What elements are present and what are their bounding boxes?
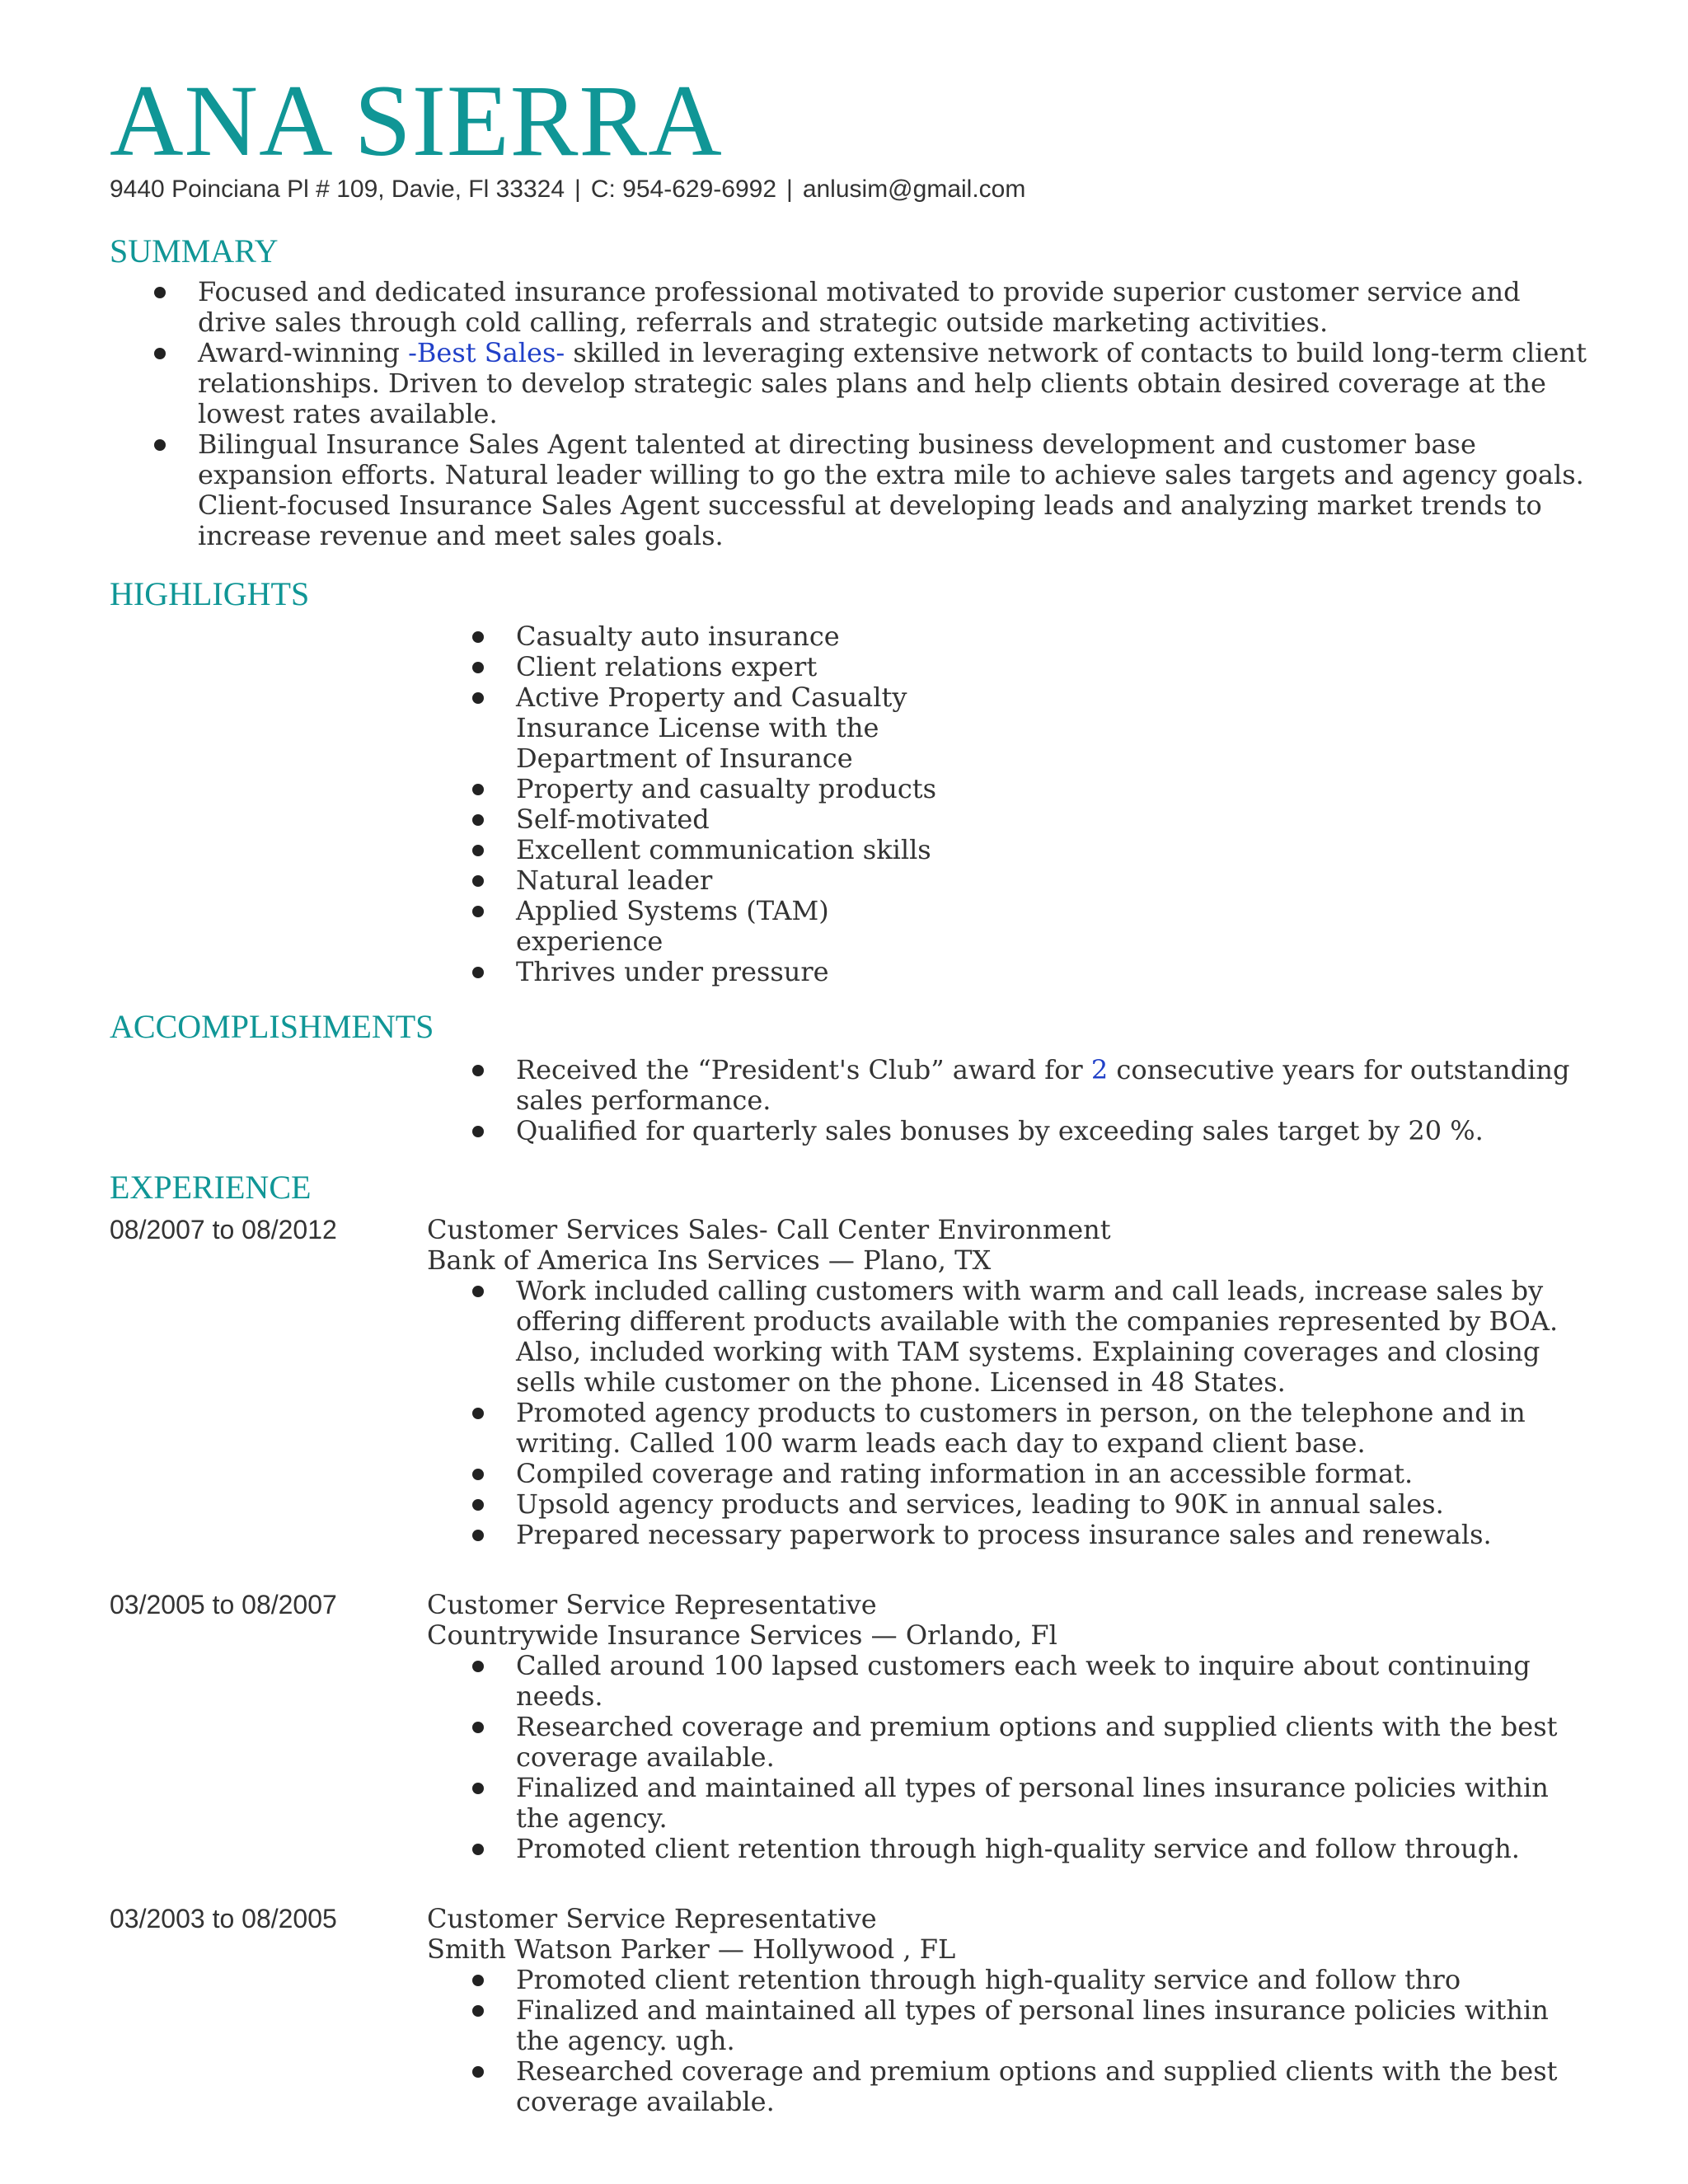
section-title-highlights: HIGHLIGHTS — [110, 575, 310, 612]
list-item — [516, 1834, 1587, 1864]
summary-list — [198, 277, 1591, 551]
list-item — [516, 896, 978, 957]
list-item — [516, 1398, 1587, 1459]
bullet-icon — [472, 906, 484, 917]
bullet-icon — [472, 1975, 484, 1986]
list-item — [516, 804, 978, 835]
list-item — [516, 621, 978, 652]
job-bullet-text: Upsold agency products and services, leading to 90K in annual sales. — [516, 1488, 1444, 1520]
bullet-icon — [472, 631, 484, 643]
list-item — [516, 865, 978, 896]
job-company: Smith Watson Parker — Hollywood , FL — [427, 1933, 956, 1965]
bullet-icon — [472, 1783, 484, 1794]
summary-text: Award-winning — [198, 337, 409, 368]
list-item — [516, 682, 978, 774]
job-title: Customer Service Representative — [427, 1589, 877, 1620]
job-bullets — [516, 1276, 1587, 1550]
accomplishment-text: Qualified for quarterly sales bonuses by exceeding sales target by 20 %. — [516, 1115, 1484, 1146]
job-bullets — [516, 1965, 1587, 2117]
list-item — [516, 1116, 1587, 1146]
job-bullet-text: Prepared necessary paperwork to process insurance sales and renewals. — [516, 1519, 1492, 1550]
job-title: Customer Services Sales- Call Center Environment — [427, 1214, 1111, 1245]
phone: C: 954-629-6992 — [590, 176, 777, 203]
highlights-list — [516, 621, 978, 987]
section-title-experience: EXPERIENCE — [110, 1169, 312, 1206]
job-dates: 08/2007 to 08/2012 — [110, 1215, 337, 1244]
bullet-icon — [154, 348, 166, 359]
job-bullet-text: Promoted agency products to customers in person, on the telephone and in writing. Called 100 warm leads each day to expand client base. — [516, 1397, 1526, 1459]
highlight-text: Applied Systems (TAM) experience — [516, 895, 829, 957]
list-item — [516, 835, 978, 865]
bullet-icon — [472, 1286, 484, 1297]
accomplishment-text: consecutive years for outstanding sales performance. — [516, 1054, 1570, 1116]
list-item — [516, 1712, 1587, 1773]
job-dates: 03/2003 to 08/2005 — [110, 1904, 337, 1933]
job-bullet-text: Promoted client retention through high-quality service and follow through. — [516, 1833, 1520, 1864]
job-bullets — [516, 1651, 1587, 1864]
job-bullet-text: Promoted client retention through high-quality service and follow thro — [516, 1964, 1461, 1995]
highlight-text: Natural leader — [516, 865, 713, 896]
bullet-icon — [472, 967, 484, 978]
list-item — [516, 1520, 1587, 1550]
accomplishments-list — [516, 1055, 1587, 1146]
highlight-text: Casualty auto insurance — [516, 621, 840, 652]
summary-text: Focused and dedicated insurance professional motivated to provide superior customer service and drive sales through cold calling, referrals and strategic outside marketing activities. — [198, 276, 1521, 338]
job-bullet-text: Finalized and maintained all types of personal lines insurance policies within the agency. ugh. — [516, 1994, 1549, 2056]
list-item — [516, 1965, 1587, 1995]
accomplishment-highlight: 2 — [1090, 1054, 1109, 1085]
highlight-text: Active Property and Casualty Insurance License with the Department of Insurance — [516, 682, 907, 774]
job-company: Countrywide Insurance Services — Orlando, Fl — [427, 1619, 1057, 1651]
bullet-icon — [472, 1530, 484, 1541]
highlight-text: Property and casualty products — [516, 773, 937, 804]
list-item — [198, 429, 1591, 551]
job-title: Customer Service Representative — [427, 1903, 877, 1934]
bullet-icon — [472, 692, 484, 704]
job-bullet-text: Compiled coverage and rating information in an accessible format. — [516, 1458, 1414, 1489]
bullet-icon — [472, 1661, 484, 1672]
bullet-icon — [154, 439, 166, 451]
job-bullet-text: Researched coverage and premium options and supplied clients with the best coverage available. — [516, 2055, 1558, 2117]
bullet-icon — [472, 1065, 484, 1076]
list-item — [516, 1995, 1587, 2056]
bullet-icon — [472, 1469, 484, 1480]
bullet-icon — [472, 845, 484, 856]
section-title-summary: SUMMARY — [110, 232, 279, 269]
job-bullet-text: Researched coverage and premium options and supplied clients with the best coverage available. — [516, 1711, 1558, 1773]
highlight-text: Thrives under pressure — [516, 956, 829, 987]
summary-text: Bilingual Insurance Sales Agent talented at directing business development and customer base expansion efforts. Natural leader willing to go the extra mile to achieve sales targets and agency goals. Client-focused Insurance Sales Agent successful at developing leads and analyzing market trends to increase revenue and meet sales goals. — [198, 429, 1584, 551]
list-item — [516, 652, 978, 682]
bullet-icon — [154, 287, 166, 298]
address: 9440 Poinciana Pl # 109, Davie, Fl 33324 — [110, 176, 565, 203]
separator: | — [574, 176, 581, 203]
job-dates: 03/2005 to 08/2007 — [110, 1590, 337, 1619]
bullet-icon — [472, 1499, 484, 1511]
list-item — [516, 1459, 1587, 1489]
summary-text: skilled in leveraging extensive network of contacts to build long-term client relationships. Driven to develop strategic sales plans and help clients obtain desired coverage at the lowest rates available. — [198, 337, 1587, 429]
list-item — [516, 1276, 1587, 1398]
list-item — [516, 1055, 1587, 1116]
highlight-text: Excellent communication skills — [516, 834, 931, 865]
list-item — [516, 2056, 1587, 2117]
list-item — [516, 1651, 1587, 1712]
separator: | — [786, 176, 793, 203]
job-company: Bank of America Ins Services — Plano, TX — [427, 1244, 992, 1276]
list-item — [516, 1489, 1587, 1520]
bullet-icon — [472, 1722, 484, 1733]
job-bullet-text: Finalized and maintained all types of personal lines insurance policies within the agency. — [516, 1772, 1549, 1834]
list-item — [198, 338, 1591, 429]
bullet-icon — [472, 1408, 484, 1419]
bullet-icon — [472, 662, 484, 673]
bullet-icon — [472, 2066, 484, 2078]
email: anlusim@gmail.com — [802, 176, 1026, 203]
list-item — [516, 1773, 1587, 1834]
accomplishment-text: Received the “President's Club” award for — [516, 1054, 1091, 1085]
bullet-icon — [472, 2005, 484, 2017]
bullet-icon — [472, 1844, 484, 1855]
candidate-name: ANA SIERRA — [110, 64, 723, 177]
list-item — [516, 957, 978, 987]
list-item — [198, 277, 1591, 338]
list-item — [516, 774, 978, 804]
bullet-icon — [472, 1126, 484, 1137]
contact-line — [110, 173, 1025, 206]
bullet-icon — [472, 814, 484, 826]
award-highlight: -Best Sales- — [408, 337, 565, 368]
job-bullet-text: Called around 100 lapsed customers each week to inquire about continuing needs. — [516, 1650, 1531, 1712]
bullet-icon — [472, 875, 484, 887]
highlight-text: Client relations expert — [516, 651, 818, 682]
highlight-text: Self-motivated — [516, 804, 710, 835]
job-bullet-text: Work included calling customers with warm and call leads, increase sales by offering different products available with the companies represented by BOA. Also, included working with TAM systems. Explaining coverages and closing sells while customer on the phone. Licensed in 48 States. — [516, 1275, 1559, 1398]
section-title-accomplishments: ACCOMPLISHMENTS — [110, 1008, 434, 1045]
bullet-icon — [472, 784, 484, 795]
